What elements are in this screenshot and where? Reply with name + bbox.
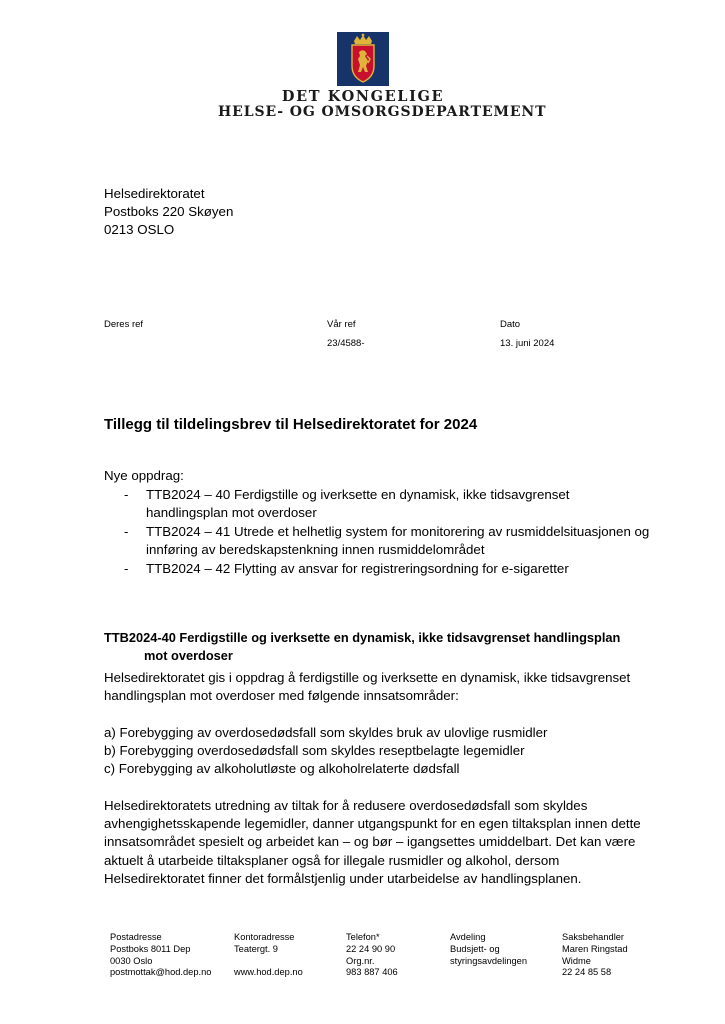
footer-value: Postboks 8011 Dep <box>110 943 191 954</box>
footer-value: Widme <box>562 955 591 966</box>
footer-value: Teatergt. 9 <box>234 943 278 954</box>
footer-office-address <box>234 932 303 979</box>
footer-website: www.hod.dep.no <box>234 967 303 978</box>
list-item-line: TTB2024 – 40 Ferdigstille og iverksette en dynamisk, ikke tidsavgrenset <box>146 487 570 502</box>
footer-label: Postadresse <box>110 932 162 942</box>
paragraph-line: Helsedirektoratets utredning av tiltak for å redusere overdosedødsfall som skyldes <box>104 798 588 813</box>
recipient-line: Postboks 220 Skøyen <box>104 204 234 219</box>
footer-value: 0030 Oslo <box>110 955 153 966</box>
footer-value: 983 887 406 <box>346 967 398 978</box>
footer-phone <box>346 932 398 979</box>
paragraph-line: Helsedirektoratet gis i oppdrag å ferdigstille og iverksette en dynamisk, ikke tidsavgrenset <box>104 670 631 685</box>
var-ref-value: 23/4588- <box>327 338 365 349</box>
footer-value: 22 24 85 58 <box>562 967 612 978</box>
section-heading <box>104 629 664 665</box>
deres-ref-label: Deres ref <box>104 319 144 330</box>
footer-value: styringsavdelingen <box>450 955 528 966</box>
paragraph-line: Helsedirektoratet finner det formålstjenlig under utarbeidelse av handlingsplanen. <box>104 870 582 886</box>
section-heading-line: TTB2024-40 Ferdigstille og iverksette en dynamisk, ikke tidsavgrenset handlingsplan <box>104 630 621 645</box>
footer-label: Org.nr. <box>346 955 375 966</box>
recipient-line: 0213 OSLO <box>104 222 175 237</box>
footer-label: Kontoradresse <box>234 932 295 942</box>
list-dash: - <box>124 561 129 576</box>
footer-email: postmottak@hod.dep.no <box>110 967 212 978</box>
list-item: a) Forebygging av overdosedødsfall som skyldes bruk av ulovlige rusmidler <box>104 725 548 740</box>
logo-title-line2: HELSE- OG OMSORGSDEPARTEMENT <box>218 104 547 120</box>
paragraph-line: innsatsområdet spesielt og arbeidet kan – og bør – igangsettes umiddelbart. Det kan være <box>104 834 636 850</box>
paragraph-line: handlingsplan mot overdoser med følgende innsatsområder: <box>104 688 459 704</box>
paragraph-line: aktuelt å utarbeide tiltaksplaner også for illegale rusmidler og alkohol, dersom <box>104 852 560 868</box>
list-item-line: TTB2024 – 42 Flytting av ansvar for registreringsordning for e-sigaretter <box>146 561 569 576</box>
footer-label: Telefon* <box>346 932 380 942</box>
list-dash: - <box>124 487 129 502</box>
footer-label: Avdeling <box>450 932 486 942</box>
paragraph <box>104 797 679 888</box>
document-title: Tillegg til tildelingsbrev til Helsedirektoratet for 2024 <box>104 416 478 433</box>
footer-case-officer <box>562 932 628 979</box>
footer-value: 22 24 90 90 <box>346 943 396 954</box>
list-item-line: TTB2024 – 41 Utrede et helhetlig system for monitorering av rusmiddelsituasjonen og <box>146 524 650 539</box>
recipient-line: Helsedirektoratet <box>104 186 205 201</box>
list-item-line: handlingsplan mot overdoser <box>146 505 317 521</box>
intro-lead: Nye oppdrag: <box>104 468 184 483</box>
recipient-address <box>104 185 233 239</box>
list-item: b) Forebygging overdosedødsfall som skyldes reseptbelagte legemidler <box>104 743 525 759</box>
footer-value: Budsjett- og <box>450 943 500 954</box>
paragraph-line: avhengighetsskapende legemidler, danner utgangspunkt for en egen tiltaksplan innen dette <box>104 816 641 832</box>
list-item-line: innføring av beredskapstenkning innen rusmiddelområdet <box>146 542 485 558</box>
norwegian-coat-of-arms-icon <box>337 32 389 86</box>
footer-label: Saksbehandler <box>562 932 625 942</box>
focus-area-list <box>104 724 679 779</box>
footer-postal-address <box>110 932 211 979</box>
dato-label: Dato <box>500 319 521 330</box>
list-item: c) Forebygging av alkoholutløste og alkoholrelaterte dødsfall <box>104 761 460 777</box>
footer-value: Maren Ringstad <box>562 943 628 954</box>
section-heading-line: mot overdoser <box>144 648 233 664</box>
dato-value: 13. juni 2024 <box>500 338 555 349</box>
footer-department <box>450 932 527 967</box>
var-ref-label: Vår ref <box>327 319 356 330</box>
paragraph <box>104 669 679 705</box>
footer-spacer <box>234 956 303 968</box>
logo-title-line1: DET KONGELIGE <box>281 88 445 105</box>
list-dash: - <box>124 524 129 539</box>
